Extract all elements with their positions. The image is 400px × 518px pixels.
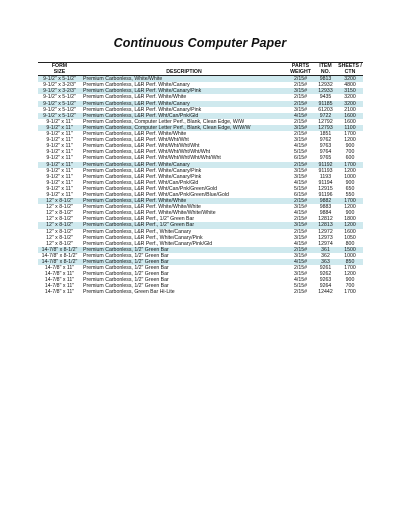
parts-weight-cell: 2/15# [294,216,307,223]
form-size-cell: 9-1/2" x 3-2/3" [43,82,76,89]
sheets-ctn-cell: 900 [345,210,355,217]
sheets-ctn-cell: 1200 [344,167,356,174]
form-size-cell: 9-1/2" x 11" [46,167,73,174]
item-no-cell: 12972 [318,228,333,235]
item-no-cell: 61203 [318,106,333,113]
sheets-ctn-cell: 800 [345,240,355,247]
description-cell: Premium Carbonless, L&R Perf. Wht/Wht/Wht/Wht/Wht [83,149,211,156]
sheets-ctn-cell: 3200 [344,94,356,101]
sheets-ctn-cell: 850 [337,259,363,265]
sheets-ctn-cell: 1600 [337,113,363,119]
description-cell: Premium Carbonless, L&R Perf. Wht/Can/Pnk/Green/Blue/Gold [83,191,229,198]
form-size-cell: 12" x 8-1/2" [38,198,81,204]
sheets-ctn-cell: 1800 [344,216,356,223]
sheets-ctn-cell: 1600 [344,118,356,125]
form-size-cell: 14-7/8" x 11" [44,265,75,272]
parts-weight-cell: 3/15# [287,125,314,131]
description-cell: Premium Carbonless, L&R Perf. White/White [81,198,287,204]
description-cell: Premium Carbonless, 1/2" Green Bar [83,283,169,290]
item-no-cell: 12933 [314,88,337,94]
parts-weight-cell: 2/15# [287,76,314,83]
parts-weight-cell: 4/15# [294,179,307,186]
parts-weight-cell: 3/15# [294,167,307,174]
form-size-cell: 9-1/2" x 11" [46,137,73,144]
item-no-cell: 91193 [318,167,333,174]
description-cell: Premium Carbonless, L&R Perf. White/Canary/Pink [83,173,202,180]
parts-weight-cell: 3/15# [287,88,314,94]
description-cell: Premium Carbonless, L&R Perf. White/White/White/White [83,210,216,217]
description-cell: Premium Carbonless, 1/2" Green Bar [83,271,169,278]
item-no-cell: 91192 [314,162,337,168]
parts-weight-cell: 4/15# [294,143,307,150]
form-size-cell: 12" x 8-1/2" [46,210,73,217]
parts-weight-cell: 3/15# [294,173,307,180]
form-size-cell: 9-1/2" x 11" [46,179,73,186]
form-size-cell: 9-1/2" x 5-1/2" [38,113,81,119]
sheets-ctn-cell: 1700 [344,131,356,138]
parts-weight-cell: 2/15# [287,247,314,253]
form-size-cell: 9-1/2" x 11" [46,185,73,192]
form-size-cell: 12" x 8-1/2" [46,240,73,247]
form-size-cell: 12" x 8-1/2" [46,216,73,223]
header-description: DESCRIPTION [81,63,287,76]
description-cell: Premium Carbonless, L&R Perf. White/Canary [81,101,287,107]
item-no-cell: 12973 [318,234,333,241]
form-size-cell: 9-1/2" x 11" [46,149,73,156]
description-cell: Premium Carbonless, 1/2" Green Bar [81,259,287,265]
header-item-no-line2: NO. [320,69,331,76]
sheets-ctn-cell: 900 [345,143,355,150]
form-size-cell: 9-1/2" x 5-1/2" [43,106,76,113]
form-size-cell: 14-7/8" x 11" [44,283,75,290]
form-size-cell: 14-7/8" x 8-1/2" [38,247,81,253]
header-sheets-ctn-line1: SHEETS / [338,63,362,69]
item-no-cell: 9261 [319,265,332,272]
item-no-cell: 362 [321,252,330,259]
sheets-ctn-cell: 1700 [344,289,356,296]
item-no-cell: 12813 [314,222,337,228]
description-cell: Premium Carbonless, L&R Perf. White/White [83,94,187,101]
sheets-ctn-cell: 1600 [344,228,356,235]
description-cell: Premium Carbonless, L&R Perf. White/White/White [83,204,201,211]
parts-weight-cell: 2/15# [287,198,314,204]
item-no-cell: 9884 [319,210,332,217]
form-size-cell: 9-1/2" x 11" [46,191,73,198]
description-cell: Premium Carbonless, L&R Perf. Wht/Wht/Wht [83,137,189,144]
form-size-cell: 9-1/2" x 11" [38,162,81,168]
header-form-size-line1: FORM [51,63,68,69]
form-size-cell: 9-1/2" x 11" [46,155,73,162]
sheets-ctn-cell: 550 [345,191,355,198]
header-sheets-ctn [337,63,363,76]
form-size-cell: 9-1/2" x 5-1/2" [38,76,81,83]
parts-weight-cell: 4/15# [287,113,314,119]
parts-weight-cell: 5/15# [294,185,307,192]
item-no-cell: 12974 [318,240,333,247]
header-parts-weight-line1: PARTS [291,63,310,69]
description-cell: Premium Carbonless, L&R Perf. Wht/Wht/Wht/Wht [83,143,200,150]
description-cell: Premium Carbonless, 1/2" Green Bar [81,247,287,253]
parts-weight-cell: 4/15# [287,259,314,265]
parts-weight-cell: 2/15# [287,162,314,168]
item-no-cell: 9263 [319,277,332,284]
table-row [38,289,363,295]
description-cell: Premium Carbonless, L&R Perf., White/Canary/Pink/Gld [83,240,213,247]
form-size-cell: 14-7/8" x 11" [44,271,75,278]
item-no-cell: 9882 [314,198,337,204]
form-size-cell: 14-7/8" x 11" [44,289,75,296]
sheets-ctn-cell: 1700 [337,198,363,204]
item-no-cell: 9764 [319,149,332,156]
item-no-cell: 12812 [318,216,333,223]
description-cell: Premium Carbonless, L&R Perf. White/Canary/Pink [83,106,202,113]
header-item-no [314,63,337,76]
description-cell: Premium Carbonless, Green Bar Hi-Lite [83,289,175,296]
item-no-cell: 12915 [318,185,333,192]
parts-weight-cell: 3/15# [294,252,307,259]
parts-weight-cell: 4/15# [294,277,307,284]
form-size-cell: 9-1/2" x 11" [38,125,81,131]
sheets-ctn-cell: 900 [345,179,355,186]
parts-weight-cell: 2/15# [294,94,307,101]
parts-weight-cell: 5/15# [294,149,307,156]
item-no-cell: 9435 [319,94,332,101]
parts-weight-cell: 3/15# [294,137,307,144]
parts-weight-cell: 6/15# [294,155,307,162]
parts-weight-cell: 3/15# [294,204,307,211]
form-size-cell: 9-1/2" x 11" [46,118,73,125]
sheets-ctn-cell: 3150 [337,88,363,94]
item-no-cell: 12442 [318,289,333,296]
description-cell: Premium Carbonless, 1/2" Green Bar [83,252,169,259]
item-no-cell: 1193 [319,173,332,180]
parts-weight-cell: 2/15# [294,289,307,296]
item-no-cell: 91194 [318,179,333,186]
sheets-ctn-cell: 1700 [344,265,356,272]
form-size-cell: 9-1/2" x 11" [46,131,73,138]
item-no-cell: 9264 [319,283,332,290]
header-item-no-line1: ITEM [319,63,332,69]
sheets-ctn-cell: 1000 [344,252,356,259]
description-cell: Premium Carbonless, L&R Perf. Wht/Can/Pnk/Gld [81,113,287,119]
parts-weight-cell: 3/15# [294,234,307,241]
form-size-cell: 9-1/2" x 3-2/3" [38,88,81,94]
item-no-cell: 9762 [319,137,332,144]
parts-weight-cell: 3/15# [294,106,307,113]
description-cell: Premium Carbonless, L&R Perf., White/Canary [83,228,192,235]
sheets-ctn-cell: 700 [345,149,355,156]
sheets-ctn-cell: 3200 [337,101,363,107]
description-cell: Premium Carbonless, 1/2" Green Bar [83,277,169,284]
header-form-size [38,63,81,76]
item-no-cell: 9722 [314,113,337,119]
item-no-cell: 12793 [314,125,337,131]
parts-weight-cell: 2/15# [294,265,307,272]
table-row [38,76,363,83]
description-cell: Premium Carbonless, 1/2" Green Bar [83,265,169,272]
item-no-cell: 9763 [319,143,332,150]
sheets-ctn-cell: 1050 [344,234,356,241]
sheets-ctn-cell: 2100 [344,106,356,113]
description-cell: Premium Carbonless, L&R Perf. White/Canary [83,82,190,89]
description-cell: Premium Carbonless, L&R Perf., 1/2" Green Bar [81,222,287,228]
parts-weight-cell: 5/15# [294,283,307,290]
description-cell: Premium Carbonless, L&R Perf. Wht/Can/Pnk/Green/Gold [83,185,218,192]
item-no-cell: 12792 [318,118,333,125]
parts-weight-cell: 3/15# [294,271,307,278]
sheets-ctn-cell: 1100 [337,125,363,131]
sheets-ctn-cell: 600 [345,155,355,162]
item-no-cell: 12932 [318,82,333,89]
description-cell: Premium Carbonless, L&R Perf. Wht/Can/Pnk/Gld [83,179,199,186]
description-cell: Premium Carbonless, L&R Perf. Wht/Wht/Wht/Wht/Wht/Wht [83,155,221,162]
form-size-cell: 12" x 8-1/2" [46,234,73,241]
description-cell: Premium Carbonless, White/White [81,76,287,83]
form-size-cell: 9-1/2" x 5-1/2" [43,94,76,101]
form-size-cell: 12" x 8-1/2" [46,228,73,235]
form-size-cell: 14-7/8" x 11" [44,277,75,284]
parts-weight-cell: 3/15# [287,222,314,228]
sheets-ctn-cell: 1700 [337,162,363,168]
sheets-ctn-cell: 3200 [337,76,363,83]
description-cell: Premium Carbonless, L&R Perf., 1/2" Green Bar [83,216,195,223]
description-cell: Premium Carbonless, L&R Perf. White/Canary/Pink [81,88,287,94]
form-size-cell: 12" x 8-1/2" [38,222,81,228]
sheets-ctn-cell: 900 [345,277,355,284]
page-title: Continuous Computer Paper [113,36,287,50]
item-no-cell: 363 [314,259,337,265]
sheets-ctn-cell: 4800 [344,82,356,89]
item-no-cell: 9813 [314,76,337,83]
sheets-ctn-cell: 1200 [344,204,356,211]
header-sheets-ctn-line2: CTN [344,69,356,76]
form-size-cell: 14-7/8" x 8-1/2" [38,259,81,265]
sheets-ctn-cell: 1500 [337,247,363,253]
header-parts-weight-line2: WEIGHT [290,69,311,76]
item-no-cell: 9262 [319,271,332,278]
sheets-ctn-cell: 1200 [344,271,356,278]
sheets-ctn-cell: 700 [345,283,355,290]
description-cell: Premium Carbonless, L&R Perf., White/Canary/Pink [83,234,203,241]
form-size-cell: 9-1/2" x 11" [46,173,73,180]
parts-weight-cell: 2/15# [294,118,307,125]
table-body [38,76,363,296]
item-no-cell: 9883 [319,204,332,211]
product-table [38,62,363,296]
form-size-cell: 12" x 8-1/2" [46,204,73,211]
parts-weight-cell: 2/15# [294,228,307,235]
parts-weight-cell: 4/15# [294,240,307,247]
parts-weight-cell: 4/15# [294,210,307,217]
parts-weight-cell: 2/15# [294,82,307,89]
item-no-cell: 1851 [319,131,332,138]
item-no-cell: 91185 [314,101,337,107]
parts-weight-cell: 6/15# [294,191,307,198]
description-cell: Premium Carbonless, Computer Letter Perf., Blank, Clean Edge, W/W [83,118,245,125]
form-size-cell: 9-1/2" x 5-1/2" [38,101,81,107]
form-size-cell: 14-7/8" x 8-1/2" [41,252,78,259]
description-cell: Premium Carbonless, L&R Perf. White/Canary/Pink [83,167,202,174]
item-no-cell: 9765 [319,155,332,162]
item-no-cell: 91196 [318,191,333,198]
sheets-ctn-cell: 650 [345,185,355,192]
header-form-size-line2: SIZE [53,69,66,76]
description-cell: Premium Carbonless, L&R Perf. White/White [83,131,187,138]
sheets-ctn-cell: 1000 [344,173,356,180]
parts-weight-cell: 2/15# [294,131,307,138]
sheets-ctn-cell: 1200 [337,222,363,228]
sheets-ctn-cell: 1200 [344,137,356,144]
description-cell: Premium Carbonless, Computer Letter Perf., Blank, Clean Edge, W/W/W [81,125,287,131]
item-no-cell: 361 [314,247,337,253]
table-header [38,63,363,76]
parts-weight-cell: 2/15# [287,101,314,107]
header-parts-weight [287,63,314,76]
form-size-cell: 9-1/2" x 11" [46,143,73,150]
description-cell: Premium Carbonless, L&R Perf. White/Canary [81,162,287,168]
